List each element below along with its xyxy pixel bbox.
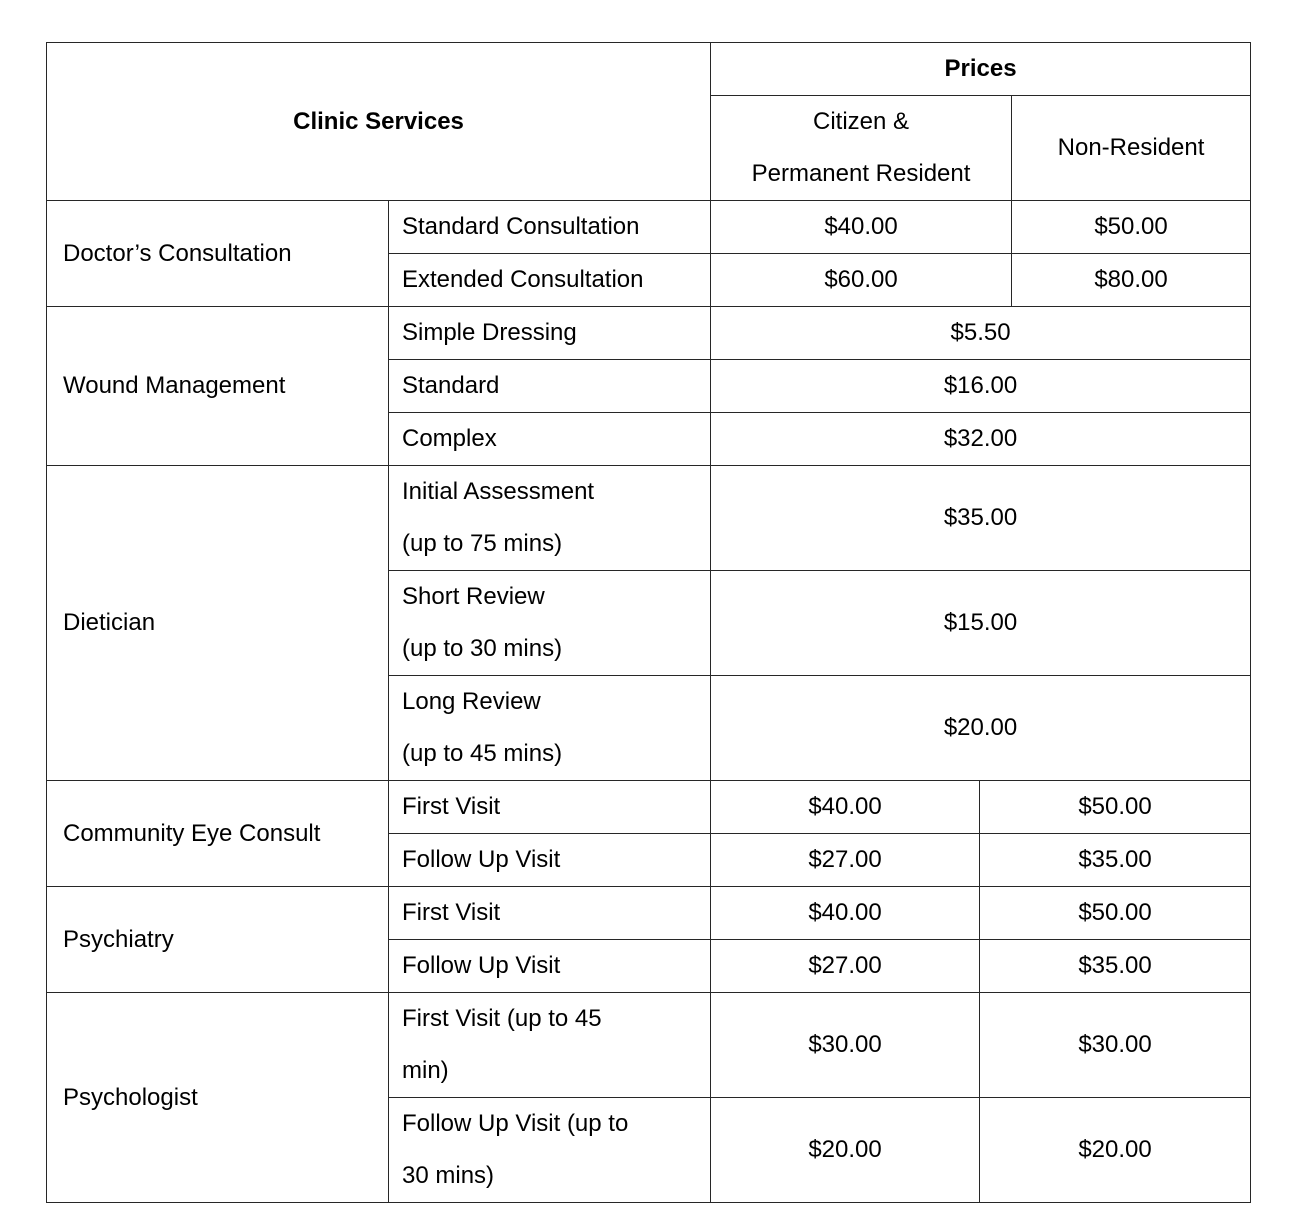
service-cell	[389, 254, 711, 307]
price-cell-merged: $15.00	[711, 571, 1251, 676]
price-cell-citizen: $27.00	[711, 940, 980, 993]
service-label: Short Review	[402, 583, 545, 610]
service-label: First Visit	[402, 899, 501, 926]
price-cell-non-resident: $35.00	[980, 834, 1251, 887]
service-cell	[389, 887, 711, 940]
service-cell	[389, 1098, 711, 1203]
price-cell-citizen: $30.00	[711, 993, 980, 1098]
service-cell	[389, 466, 711, 571]
price-cell-citizen: $60.00	[711, 254, 1012, 307]
price-cell-non-resident: $50.00	[1012, 201, 1251, 254]
service-cell	[389, 781, 711, 834]
service-label: Extended Consultation	[402, 266, 644, 293]
service-label: min)	[402, 1057, 449, 1084]
price-cell-non-resident: $50.00	[980, 781, 1251, 834]
service-cell	[389, 676, 711, 781]
price-cell-non-resident: $30.00	[980, 993, 1251, 1098]
table-row	[47, 887, 1251, 940]
service-cell	[389, 307, 711, 360]
service-cell	[389, 993, 711, 1098]
price-cell-citizen: $40.00	[711, 887, 980, 940]
table-row	[47, 466, 1251, 571]
price-cell-citizen: $20.00	[711, 1098, 980, 1203]
service-label: Complex	[402, 425, 497, 452]
category-cell-dietician: Dietician	[47, 466, 389, 781]
header-clinic-services: Clinic Services	[47, 43, 711, 201]
header-citizen-line2: Permanent Resident	[751, 160, 971, 187]
service-label: (up to 75 mins)	[402, 530, 563, 557]
table-row	[47, 307, 1251, 360]
category-cell-psychologist: Psychologist	[47, 993, 389, 1203]
price-cell-merged: $5.50	[711, 307, 1251, 360]
service-label: Follow Up Visit (up to	[402, 1110, 629, 1137]
header-non-resident: Non-Resident	[1012, 96, 1251, 201]
header-prices: Prices	[711, 43, 1251, 96]
price-cell-non-resident: $50.00	[980, 887, 1251, 940]
service-label: First Visit	[402, 793, 501, 820]
service-cell	[389, 413, 711, 466]
price-cell-citizen: $40.00	[711, 201, 1012, 254]
price-cell-non-resident: $35.00	[980, 940, 1251, 993]
service-label: Standard	[402, 372, 500, 399]
service-label: Follow Up Visit	[402, 846, 561, 873]
service-cell	[389, 571, 711, 676]
header-citizen-line1: Citizen &	[812, 108, 910, 135]
category-cell-community-eye-consult: Community Eye Consult	[47, 781, 389, 887]
table-row	[47, 993, 1251, 1098]
service-label: Standard Consultation	[402, 213, 640, 240]
service-cell	[389, 834, 711, 887]
price-cell-citizen: $27.00	[711, 834, 980, 887]
service-label: Follow Up Visit	[402, 952, 561, 979]
service-cell	[389, 940, 711, 993]
table-row	[47, 781, 1251, 834]
price-cell-merged: $32.00	[711, 413, 1251, 466]
header-row-prices	[47, 43, 1251, 96]
category-cell-wound-management: Wound Management	[47, 307, 389, 466]
service-label: Long Review	[402, 688, 541, 715]
price-cell-non-resident: $20.00	[980, 1098, 1251, 1203]
service-label: Simple Dressing	[402, 319, 577, 346]
price-cell-merged: $20.00	[711, 676, 1251, 781]
service-cell	[389, 360, 711, 413]
price-cell-merged: $16.00	[711, 360, 1251, 413]
category-cell-doctors-consultation: Doctor’s Consultation	[47, 201, 389, 307]
category-cell-psychiatry: Psychiatry	[47, 887, 389, 993]
service-label: Initial Assessment	[402, 478, 595, 505]
price-cell-citizen: $40.00	[711, 781, 980, 834]
price-cell-merged: $35.00	[711, 466, 1251, 571]
service-cell	[389, 201, 711, 254]
clinic-services-price-table	[46, 42, 1251, 1203]
table-row	[47, 201, 1251, 254]
price-cell-non-resident: $80.00	[1012, 254, 1251, 307]
service-label: 30 mins)	[402, 1162, 495, 1189]
service-label: First Visit (up to 45	[402, 1005, 602, 1032]
service-label: (up to 45 mins)	[402, 740, 563, 767]
service-label: (up to 30 mins)	[402, 635, 563, 662]
header-citizen-permanent-resident	[711, 96, 1012, 201]
